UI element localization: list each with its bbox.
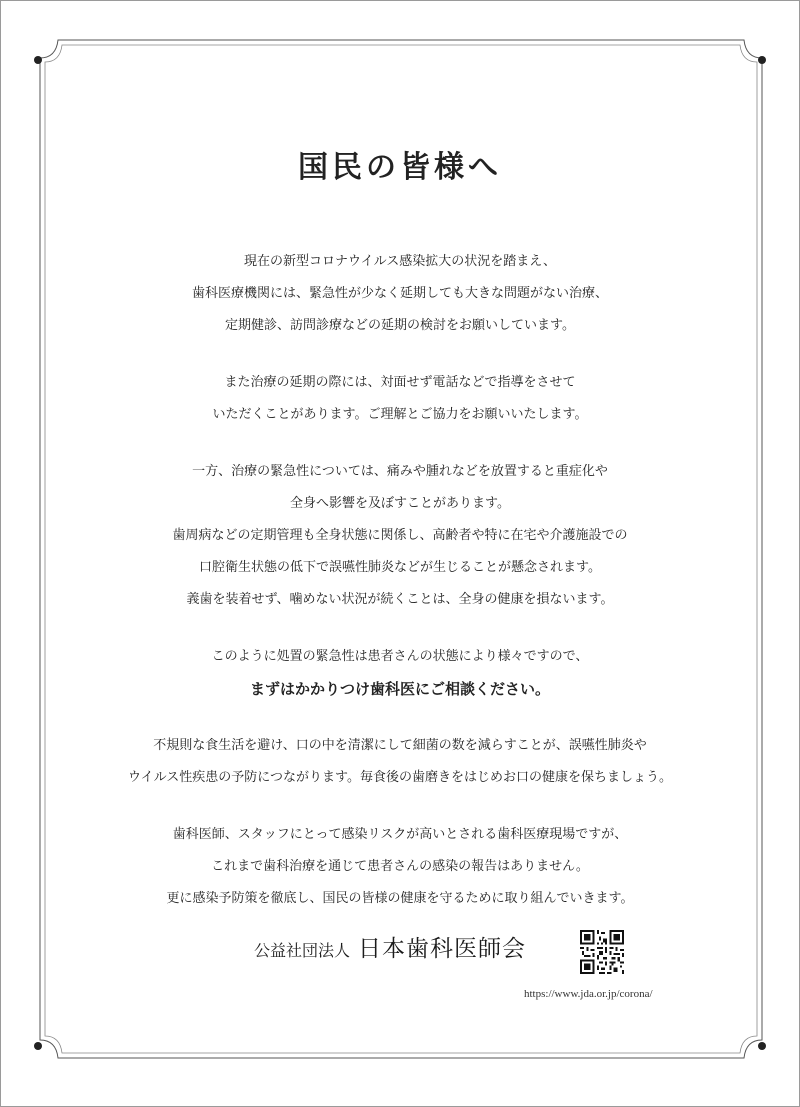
text-line: いただくことがあります。ご理解とご協力をお願いいたします。 bbox=[212, 407, 588, 422]
text-line: 全身へ影響を及ぼすことがあります。 bbox=[290, 496, 510, 511]
paragraph-5 bbox=[0, 730, 800, 794]
paragraph-2 bbox=[0, 367, 800, 431]
emphasis-line: まずはかかりつけ歯科医にご相談ください。 bbox=[249, 680, 550, 698]
paragraph-6 bbox=[0, 819, 800, 915]
website-url[interactable]: https://www.jda.or.jp/corona/ bbox=[524, 988, 653, 1000]
message-body bbox=[0, 246, 800, 940]
text-line: ウイルス性疾患の予防につながります。毎食後の歯磨きをはじめお口の健康を保ちましょう。 bbox=[128, 770, 672, 785]
text-line: 定期健診、訪問診療などの延期の検討をお願いしています。 bbox=[225, 318, 575, 333]
organization-signature bbox=[254, 930, 526, 966]
organization-name: 日本歯科医師会 bbox=[358, 936, 527, 962]
text-line: また治療の延期の際には、対面せず電話などで指導をさせて bbox=[224, 375, 576, 390]
text-line: 一方、治療の緊急性については、痛みや腫れなどを放置すると重症化や bbox=[192, 464, 608, 479]
text-line: これまで歯科治療を通じて患者さんの感染の報告はありません。 bbox=[211, 859, 589, 874]
corner-dot-top-left bbox=[34, 56, 42, 64]
page-title: 国民の皆様へ bbox=[298, 150, 502, 185]
text-line: 歯科医師、スタッフにとって感染リスクが高いとされる歯科医療現場ですが、 bbox=[172, 827, 628, 842]
paragraph-1 bbox=[0, 246, 800, 342]
text-line: 更に感染予防策を徹底し、国民の皆様の健康を守るために取り組んでいきます。 bbox=[166, 891, 634, 906]
text-line: 口腔衛生状態の低下で誤嚥性肺炎などが生じることが懸念されます。 bbox=[199, 560, 601, 575]
text-line: 現在の新型コロナウイルス感染拡大の状況を踏まえ、 bbox=[243, 254, 556, 269]
qr-code-icon[interactable] bbox=[580, 930, 624, 974]
paragraph-4 bbox=[0, 641, 800, 705]
corner-dot-top-right bbox=[758, 56, 766, 64]
corner-dot-bottom-left bbox=[34, 1042, 42, 1050]
text-line: 歯周病などの定期管理も全身状態に関係し、高齢者や特に在宅や介護施設での bbox=[172, 528, 628, 543]
text-line: 歯科医療機関には、緊急性が少なく延期しても大きな問題がない治療、 bbox=[191, 286, 608, 301]
paragraph-3 bbox=[0, 456, 800, 616]
organization-type: 公益社団法人 bbox=[254, 941, 351, 960]
text-line: 義歯を装着せず、噛めない状況が続くことは、全身の健康を損ないます。 bbox=[186, 592, 614, 607]
text-line: このように処置の緊急性は患者さんの状態により様々ですので、 bbox=[211, 649, 589, 664]
corner-dot-bottom-right bbox=[758, 1042, 766, 1050]
text-line: 不規則な食生活を避け、口の中を清潔にして細菌の数を減らすことが、誤嚥性肺炎や bbox=[153, 738, 647, 753]
